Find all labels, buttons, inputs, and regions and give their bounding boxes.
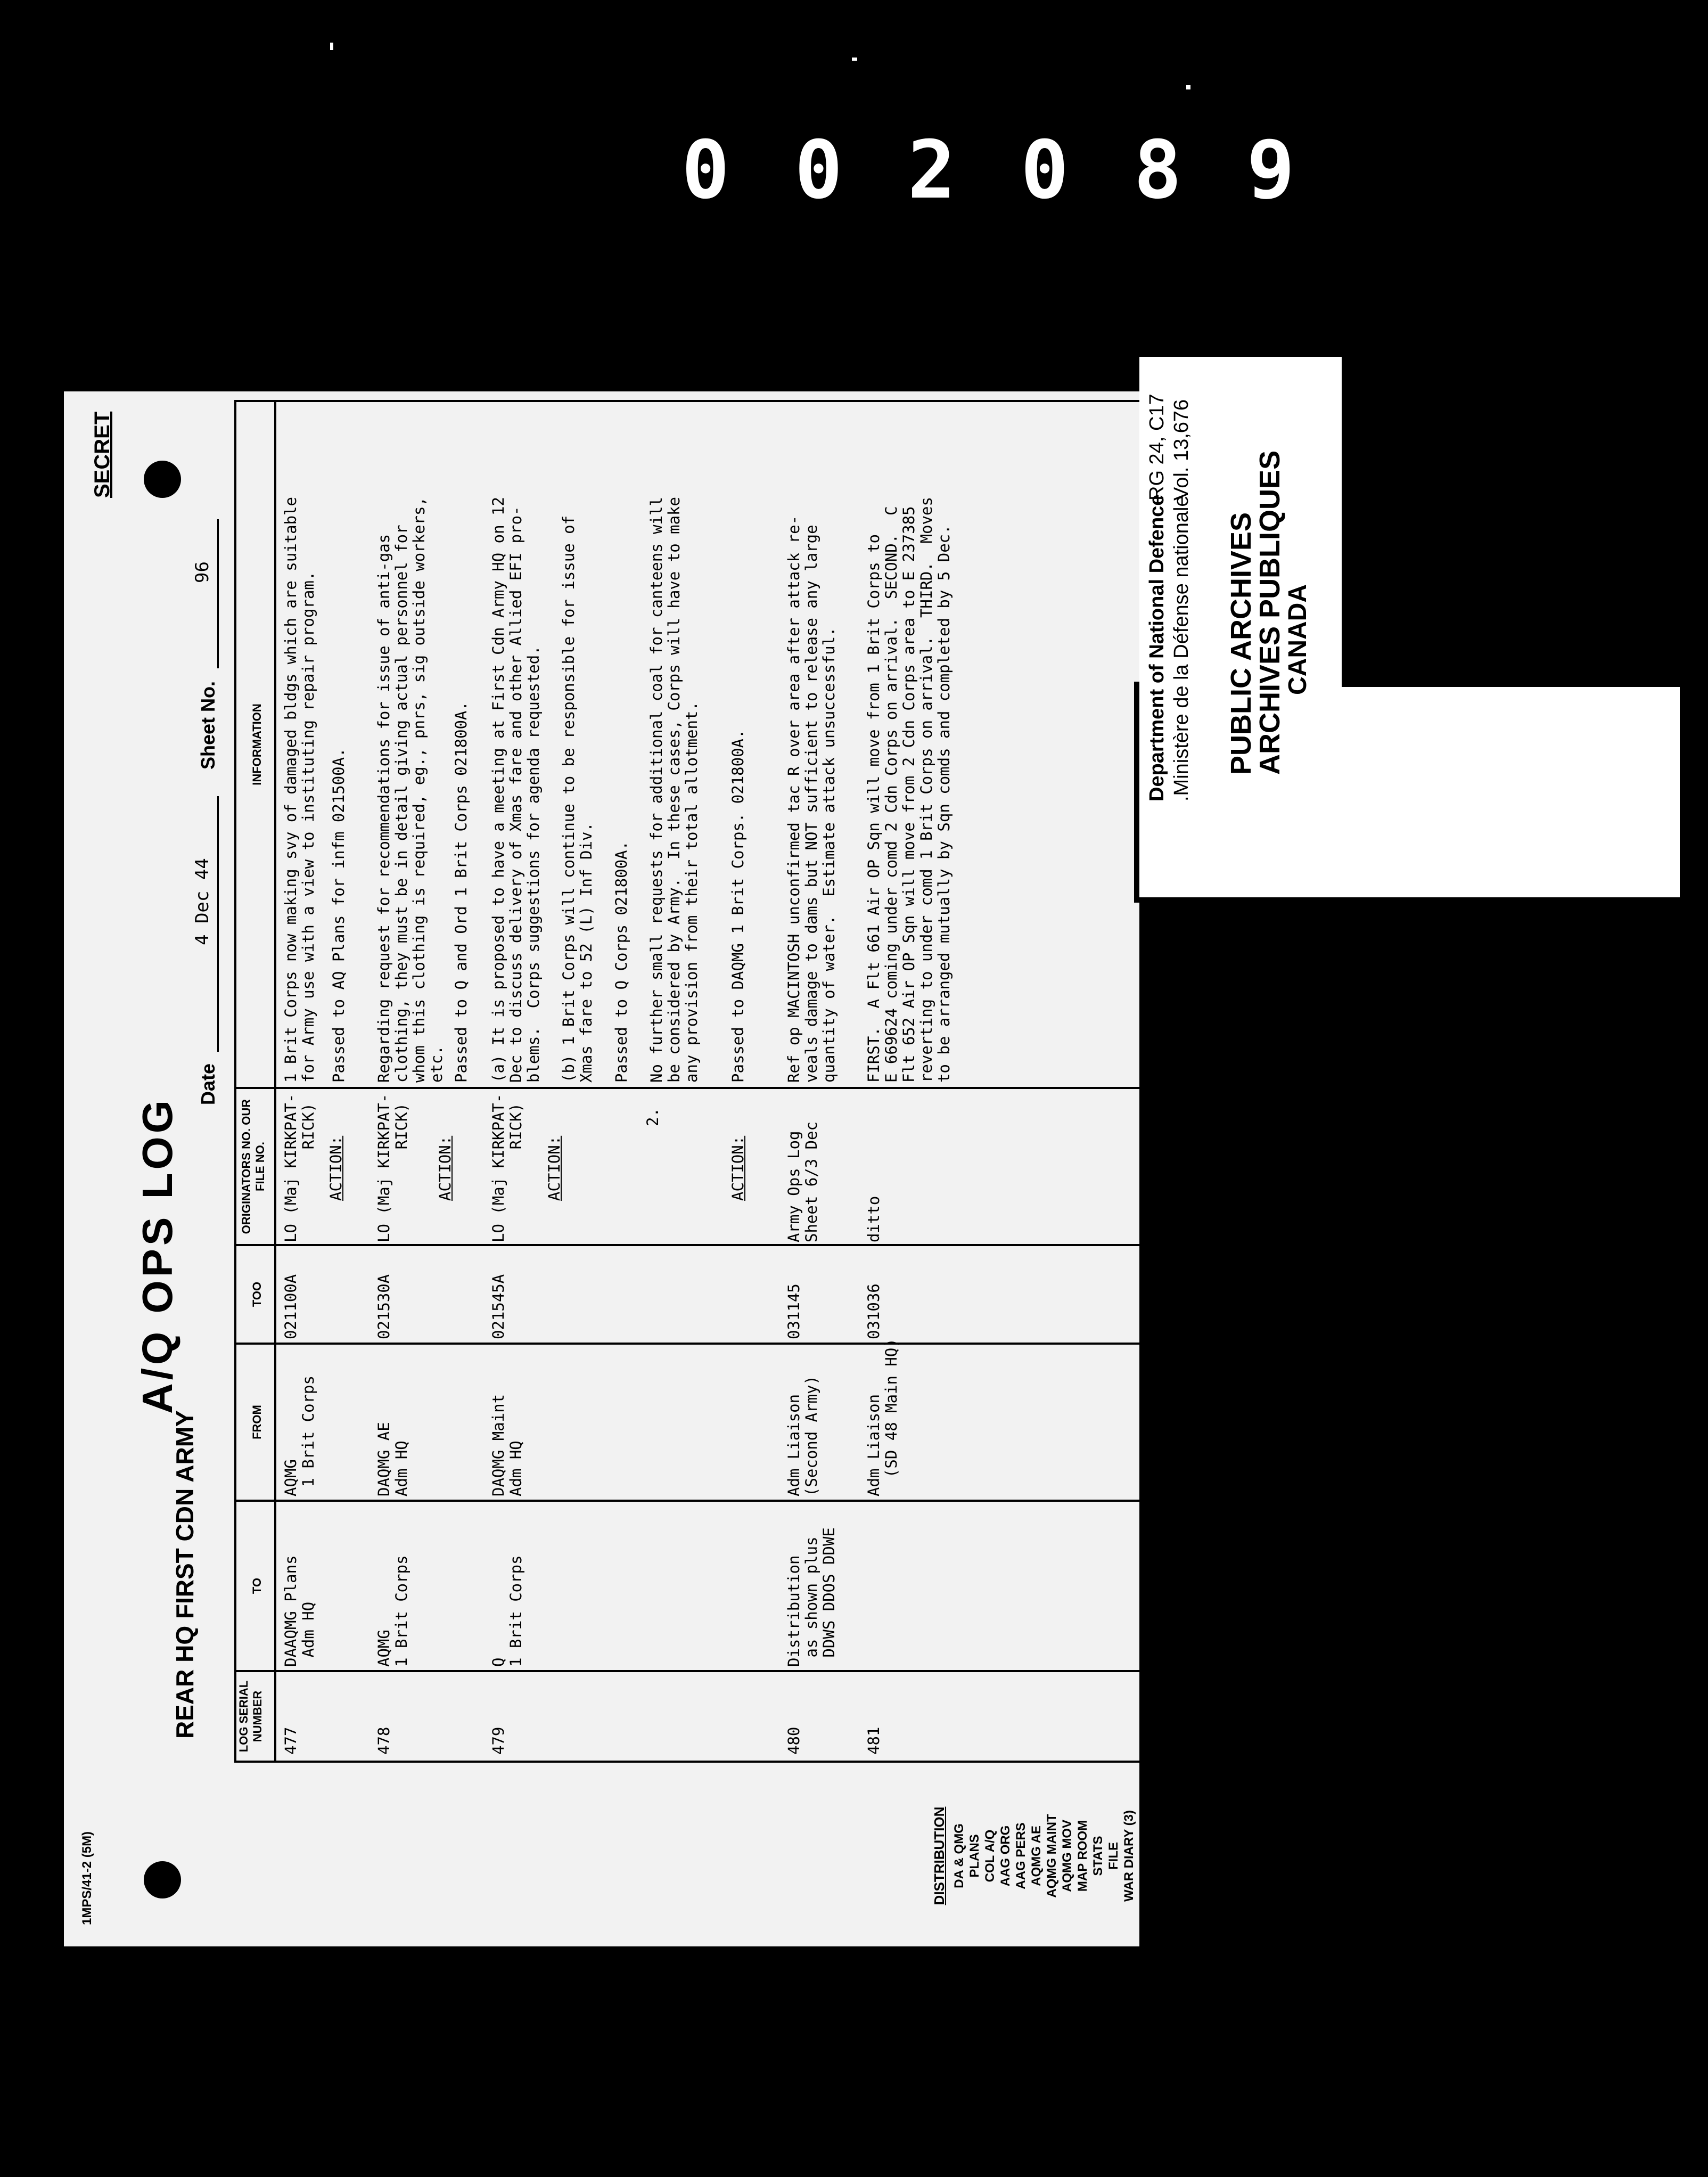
log-to: DAAQMG Plans Adm HQ — [282, 1555, 317, 1667]
log-from: DAQMG AE Adm HQ — [375, 1422, 410, 1496]
log-from: Adm Liaison (SD 48 Main HQ) — [865, 1338, 900, 1496]
column-divider — [234, 1244, 1139, 1246]
log-action-number: 2. — [644, 1108, 662, 1126]
log-serial: 480 — [785, 1726, 803, 1755]
log-from: Adm Liaison (Second Army) — [785, 1376, 820, 1496]
log-to: Distribution as shown plus DDWS DDOS DDWE — [785, 1527, 838, 1667]
distribution-item: AAG PERS — [1014, 1822, 1028, 1889]
sheet-label: Sheet No. — [197, 681, 219, 770]
distribution-item: COL A/Q — [983, 1829, 997, 1883]
distribution-item: AAG ORG — [998, 1825, 1013, 1887]
date-value: 4 Dec 44 — [192, 858, 213, 945]
log-form — [64, 391, 1139, 1946]
log-to: Q 1 Brit Corps — [489, 1555, 525, 1667]
film-speck — [330, 43, 333, 50]
log-action: ACTION: — [436, 1135, 454, 1201]
film-speck — [1186, 85, 1190, 89]
log-serial: 481 — [865, 1726, 883, 1755]
archive-stamp-panel — [1139, 357, 1342, 897]
log-action: ACTION: — [729, 1135, 747, 1201]
log-serial: 479 — [489, 1726, 507, 1755]
distribution-item: FILE — [1106, 1842, 1121, 1870]
log-too: 021100A — [282, 1274, 300, 1339]
table-top-border — [234, 402, 236, 1763]
table-right-border — [234, 400, 1139, 402]
log-originator: ditto — [865, 1196, 883, 1242]
header-divider — [274, 402, 276, 1763]
log-serial: 478 — [375, 1726, 393, 1755]
log-action: ACTION: — [327, 1135, 345, 1201]
log-too: 031145 — [785, 1283, 803, 1339]
archive-country: CANADA — [1284, 584, 1312, 695]
archive-rg: RG 24, C17 — [1146, 394, 1168, 501]
log-passed: Passed to Q and Ord 1 Brit Corps 021800A. — [452, 701, 470, 1083]
archive-stamp — [1134, 394, 1685, 903]
col-header-too: TOO — [250, 1281, 264, 1307]
log-originator: LO (Maj KIRKPAT- RICK) — [489, 1093, 525, 1242]
col-header-serial: LOG SERIAL NUMBER — [237, 1680, 264, 1753]
frame-number: 002089 — [681, 124, 1360, 217]
log-information: Regarding request for recommendations for issue of anti-gas clothing, they must be in detail giving actual personnel for whom this clothing is required, eg., pnrs, sig outside workers, etc. — [375, 497, 446, 1083]
date-underline — [217, 796, 219, 1052]
classification-label: SECRET — [91, 411, 114, 498]
distribution-item: PLANS — [967, 1834, 982, 1878]
page-title: A/Q OPS LOG — [134, 1097, 181, 1414]
log-too: 031036 — [865, 1283, 883, 1339]
log-serial: 477 — [282, 1726, 300, 1755]
col-header-information: INFORMATION — [250, 703, 264, 785]
log-originator: LO (Maj KIRKPAT- RICK) — [375, 1093, 410, 1242]
date-label: Date — [197, 1063, 219, 1105]
archive-name-fr: ARCHIVES PUBLIQUES — [1254, 450, 1286, 775]
log-information: Ref op MACINTOSH unconfirmed tac R over area after attack re- veals damage to dams but NOT sufficient to release any large quantity of water. Estimate attack unsuccessful. — [785, 515, 838, 1083]
log-passed: Passed to AQ Plans for infm 021500A. — [330, 748, 348, 1083]
archive-vol: Vol. 13,676 — [1170, 399, 1193, 501]
punch-hole — [144, 461, 181, 498]
distribution-list — [932, 1776, 1137, 1936]
log-information: FIRST. A Flt 661 Air OP Sqn will move from 1 Brit Corps to E 669624 coming under comd 2 Cdn Corps on arrival. SECOND. C Flt 652 Air OP Sqn will move from 2 Cdn Corps area to E 237385 reverting to under comd 1 Brit Corps on arrival. THIRD. Moves to be arranged mutually by Sqn comds and completed by 5 Dec. — [865, 497, 953, 1083]
column-divider — [234, 1087, 1139, 1089]
archive-dept-fr: .Ministère de la Défense nationale — [1170, 495, 1193, 801]
distribution-item: MAP ROOM — [1075, 1820, 1090, 1892]
distribution-heading: DISTRIBUTION — [931, 1806, 947, 1905]
log-action: ACTION: — [545, 1135, 563, 1201]
column-divider — [234, 1343, 1139, 1345]
log-information: (a) It is proposed to have a meeting at First Cdn Army HQ on 12 Dec to discuss delivery of Xmas fare and other Allied EFI pro- blems. Corps suggestions for agenda requested. (b) 1 Brit Corps will continue to be responsible for issue of Xmas fare to 52 (L) Inf Div. Passed to Q Corps 021800A. No further small requests for additional coal for canteens will be considered by Army. In these cases, Corps will have to make any provision from their total allotment. — [489, 497, 701, 1083]
unit-heading: REAR HQ FIRST CDN ARMY — [171, 1410, 199, 1739]
distribution-item: AQMG MOV — [1060, 1820, 1074, 1892]
distribution-item: DA & QMG — [952, 1823, 966, 1888]
log-to: AQMG 1 Brit Corps — [375, 1555, 410, 1667]
archive-name-en: PUBLIC ARCHIVES — [1225, 512, 1257, 775]
col-header-from: FROM — [250, 1405, 264, 1439]
distribution-item: STATS — [1091, 1836, 1105, 1876]
distribution-item: AQMG AE — [1029, 1826, 1044, 1886]
form-code: 1MPS/41-2 (5M) — [80, 1831, 94, 1925]
log-too: 021530A — [375, 1274, 393, 1339]
film-speck — [852, 58, 857, 61]
sheet-value: 96 — [192, 561, 213, 583]
column-divider — [234, 1500, 1139, 1502]
log-too: 021545A — [489, 1274, 507, 1339]
column-divider — [234, 1670, 1139, 1672]
punch-hole — [144, 1861, 181, 1898]
archive-dept-en: Department of National Defence — [1146, 494, 1168, 801]
col-header-to: TO — [250, 1577, 264, 1594]
col-header-originators: ORIGINATORS NO. OUR FILE NO. — [240, 1099, 267, 1234]
table-left-border — [234, 1761, 1139, 1763]
distribution-item: WAR DIARY (3) — [1122, 1810, 1136, 1902]
log-passed: Passed to DAQMG 1 Brit Corps. 021800A. — [729, 729, 747, 1083]
log-originator: Army Ops Log Sheet 6/3 Dec — [785, 1122, 820, 1242]
distribution-item: AQMG MAINT — [1045, 1814, 1059, 1898]
log-originator: LO (Maj KIRKPAT- RICK) — [282, 1093, 317, 1242]
archive-stamp-content — [1139, 394, 1680, 897]
log-from: DAQMG Maint Adm HQ — [489, 1394, 525, 1496]
log-information: 1 Brit Corps now making svy of damaged bldgs which are suitable for Army use with a view to instituting repair program. — [282, 497, 317, 1083]
log-sheet — [64, 391, 1139, 1946]
sheet-underline — [217, 519, 219, 668]
log-from: AQMG 1 Brit Corps — [282, 1376, 317, 1496]
